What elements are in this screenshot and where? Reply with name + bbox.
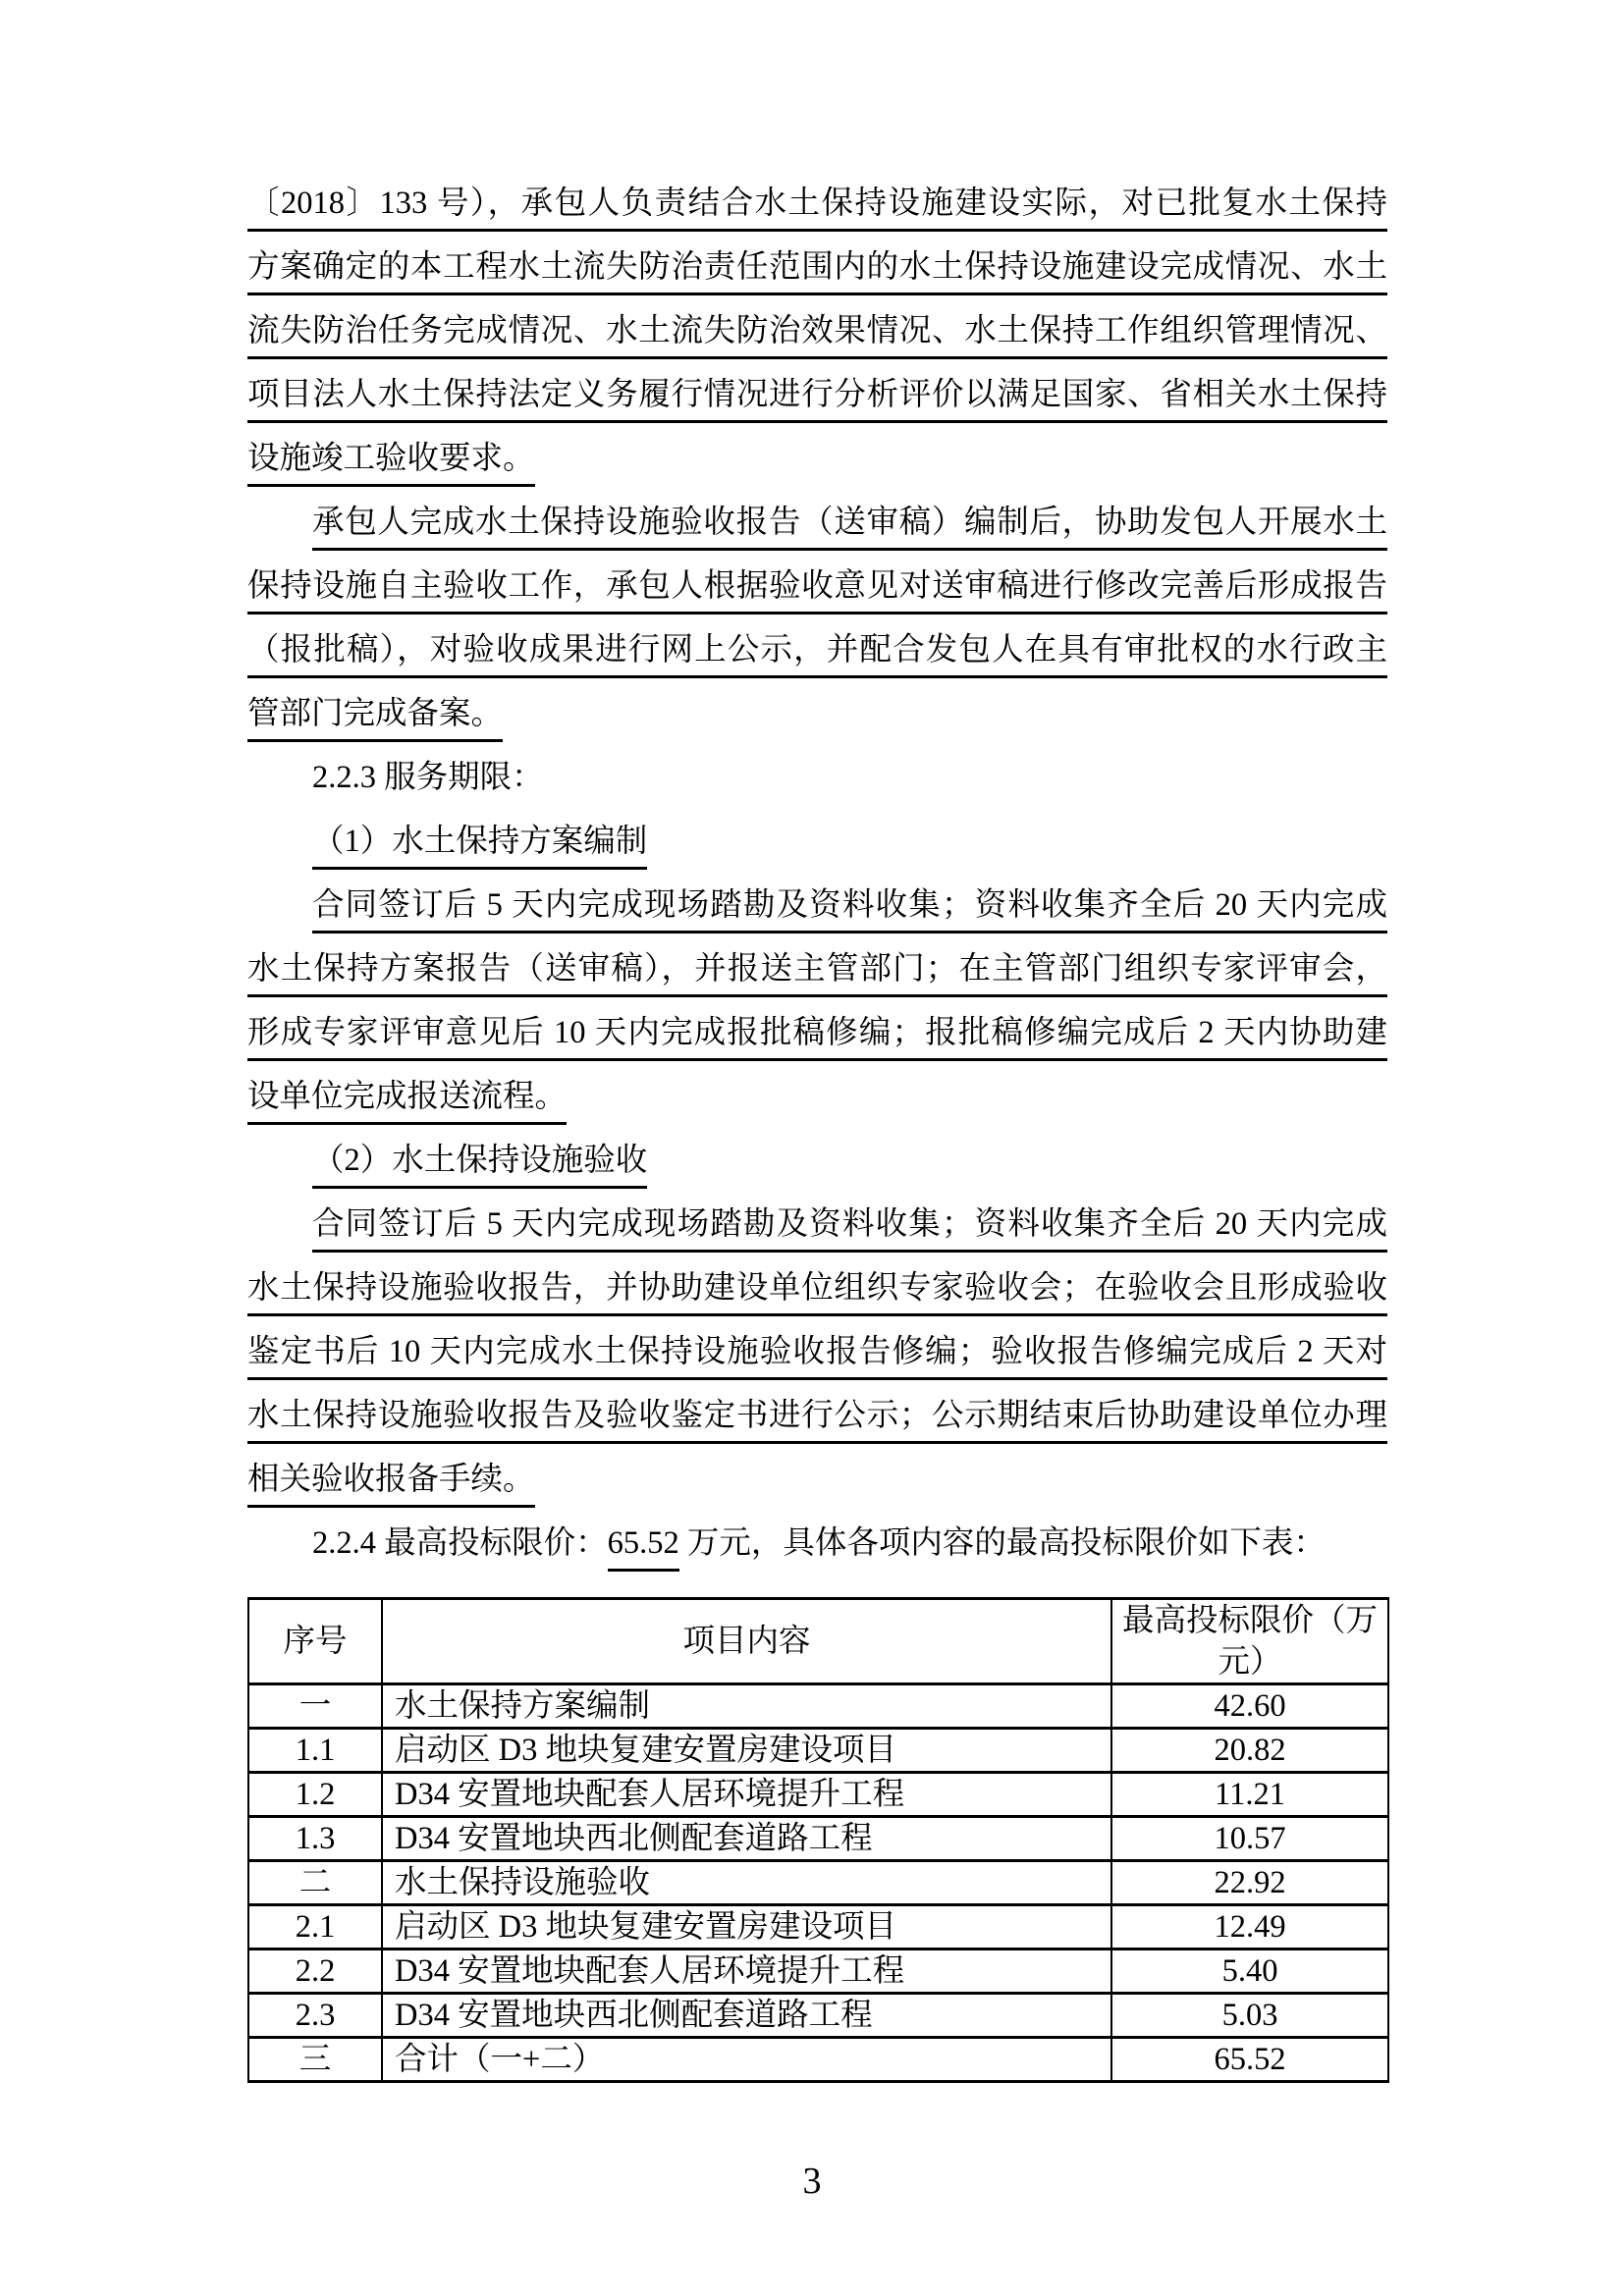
paragraph-water-conservation-scope-line xyxy=(247,172,1387,236)
row-price: 11.21 xyxy=(1111,1773,1388,1817)
row-index: 1.1 xyxy=(248,1729,382,1773)
underlined-text: 合同签订后 5 天内完成现场踏勘及资料收集；资料收集齐全后 20 天内完成 xyxy=(312,1206,1387,1253)
paragraph-plan-compilation-schedule-line xyxy=(247,874,1387,937)
row-index: 1.2 xyxy=(248,1773,382,1817)
row-content: D34 安置地块配套人居环境提升工程 xyxy=(382,1949,1111,1994)
table-header-row xyxy=(248,1599,1388,1684)
row-index: 2.3 xyxy=(248,1994,382,2038)
underlined-text: 水土保持设施验收报告，并协助建设单位组织专家验收会；在验收会且形成验收 xyxy=(247,1270,1387,1316)
table-row xyxy=(248,1905,1388,1949)
row-index: 1.3 xyxy=(248,1817,382,1861)
column-header-1: 序号 xyxy=(248,1599,382,1684)
paragraph-facility-acceptance-schedule-line xyxy=(247,1256,1387,1320)
table-row xyxy=(248,1773,1388,1817)
heading-2-2-3-service-period-line xyxy=(247,746,1387,810)
underlined-text: 方案确定的本工程水土流失防治责任范围内的水土保持设施建设完成情况、水土 xyxy=(247,249,1387,295)
underlined-text: 设施竣工验收要求。 xyxy=(247,441,535,487)
page-number: 3 xyxy=(802,2161,822,2202)
paragraph-facility-acceptance-schedule-line xyxy=(247,1448,1387,1512)
underlined-text: 管部门完成备案。 xyxy=(247,696,503,742)
underlined-text: 流失防治任务完成情况、水土流失防治效果情况、水土保持工作组织管理情况、 xyxy=(247,313,1387,359)
row-price: 5.40 xyxy=(1111,1949,1388,1994)
paragraph-water-conservation-scope-line xyxy=(247,236,1387,299)
table-row xyxy=(248,1861,1388,1905)
row-index: 二 xyxy=(248,1861,382,1905)
row-price: 20.82 xyxy=(1111,1729,1388,1773)
row-content: D34 安置地块西北侧配套道路工程 xyxy=(382,1994,1111,2038)
underlined-text: （2）水土保持设施验收 xyxy=(312,1143,647,1189)
plain-text: 2.2.3 服务期限： xyxy=(312,760,544,795)
paragraph-plan-compilation-schedule-line xyxy=(247,937,1387,1001)
row-index: 一 xyxy=(248,1684,382,1729)
paragraph-acceptance-report-process-line xyxy=(247,618,1387,682)
row-content: 水土保持设施验收 xyxy=(382,1861,1111,1905)
underlined-text: 水土保持设施验收报告及验收鉴定书进行公示；公示期结束后协助建设单位办理 xyxy=(247,1398,1387,1444)
paragraph-plan-compilation-schedule-line xyxy=(247,1001,1387,1065)
paragraph-acceptance-report-process-line xyxy=(247,491,1387,555)
underlined-text: 65.52 xyxy=(608,1525,679,1572)
paragraph-water-conservation-scope-line xyxy=(247,363,1387,427)
heading-2-2-4-price-limit-line xyxy=(247,1512,1387,1575)
paragraph-facility-acceptance-schedule-line xyxy=(247,1384,1387,1448)
underlined-text: （报批稿），对验收成果进行网上公示，并配合发包人在具有审批权的水行政主 xyxy=(247,632,1387,678)
underlined-text: 保持设施自主验收工作，承包人根据验收意见对送审稿进行修改完善后形成报告 xyxy=(247,568,1387,614)
document-body-text xyxy=(247,172,1387,1575)
max-bid-price-table xyxy=(247,1597,1389,2083)
heading-item-1-plan-compilation-line xyxy=(247,810,1387,874)
table-row xyxy=(248,2038,1388,2082)
underlined-text: 鉴定书后 10 天内完成水土保持设施验收报告修编；验收报告修编完成后 2 天对 xyxy=(247,1334,1387,1380)
row-price: 10.57 xyxy=(1111,1817,1388,1861)
underlined-text: 水土保持方案报告（送审稿），并报送主管部门；在主管部门组织专家评审会， xyxy=(247,951,1387,997)
row-content: 水土保持方案编制 xyxy=(382,1684,1111,1729)
row-content: 启动区 D3 地块复建安置房建设项目 xyxy=(382,1905,1111,1949)
row-content: 合计（一+二） xyxy=(382,2038,1111,2082)
paragraph-water-conservation-scope-line xyxy=(247,299,1387,363)
table-row xyxy=(248,1817,1388,1861)
table-row xyxy=(248,1994,1388,2038)
row-index: 2.2 xyxy=(248,1949,382,1994)
row-price: 42.60 xyxy=(1111,1684,1388,1729)
heading-item-2-facility-acceptance-line xyxy=(247,1129,1387,1193)
row-price: 5.03 xyxy=(1111,1994,1388,2038)
paragraph-plan-compilation-schedule-line xyxy=(247,1065,1387,1129)
underlined-text: 〔2018〕133 号），承包人负责结合水土保持设施建设实际，对已批复水土保持 xyxy=(247,186,1387,232)
row-content: D34 安置地块配套人居环境提升工程 xyxy=(382,1773,1111,1817)
row-price: 22.92 xyxy=(1111,1861,1388,1905)
table-row xyxy=(248,1729,1388,1773)
row-index: 三 xyxy=(248,2038,382,2082)
row-content: 启动区 D3 地块复建安置房建设项目 xyxy=(382,1729,1111,1773)
row-price: 12.49 xyxy=(1111,1905,1388,1949)
paragraph-acceptance-report-process-line xyxy=(247,682,1387,746)
row-price: 65.52 xyxy=(1111,2038,1388,2082)
column-header-3: 最高投标限价（万元） xyxy=(1111,1599,1388,1684)
underlined-text: 相关验收报备手续。 xyxy=(247,1462,535,1508)
underlined-text: 合同签订后 5 天内完成现场踏勘及资料收集；资料收集齐全后 20 天内完成 xyxy=(312,887,1387,934)
underlined-text: （1）水土保持方案编制 xyxy=(312,824,647,870)
paragraph-water-conservation-scope-line xyxy=(247,427,1387,491)
column-header-2: 项目内容 xyxy=(382,1599,1111,1684)
paragraph-facility-acceptance-schedule-line xyxy=(247,1193,1387,1256)
underlined-text: 承包人完成水土保持设施验收报告（送审稿）编制后，协助发包人开展水土 xyxy=(312,505,1387,551)
row-index: 2.1 xyxy=(248,1905,382,1949)
table-row xyxy=(248,1949,1388,1994)
table-row xyxy=(248,1684,1388,1729)
plain-text: 万元，具体各项内容的最高投标限价如下表： xyxy=(678,1525,1326,1561)
paragraph-facility-acceptance-schedule-line xyxy=(247,1320,1387,1384)
row-content: D34 安置地块西北侧配套道路工程 xyxy=(382,1817,1111,1861)
underlined-text: 形成专家评审意见后 10 天内完成报批稿修编；报批稿修编完成后 2 天内协助建 xyxy=(247,1015,1387,1061)
paragraph-acceptance-report-process-line xyxy=(247,555,1387,618)
underlined-text: 设单位完成报送流程。 xyxy=(247,1079,567,1125)
underlined-text: 项目法人水土保持法定义务履行情况进行分析评价以满足国家、省相关水土保持 xyxy=(247,377,1387,423)
plain-text: 2.2.4 最高投标限价： xyxy=(312,1525,608,1561)
